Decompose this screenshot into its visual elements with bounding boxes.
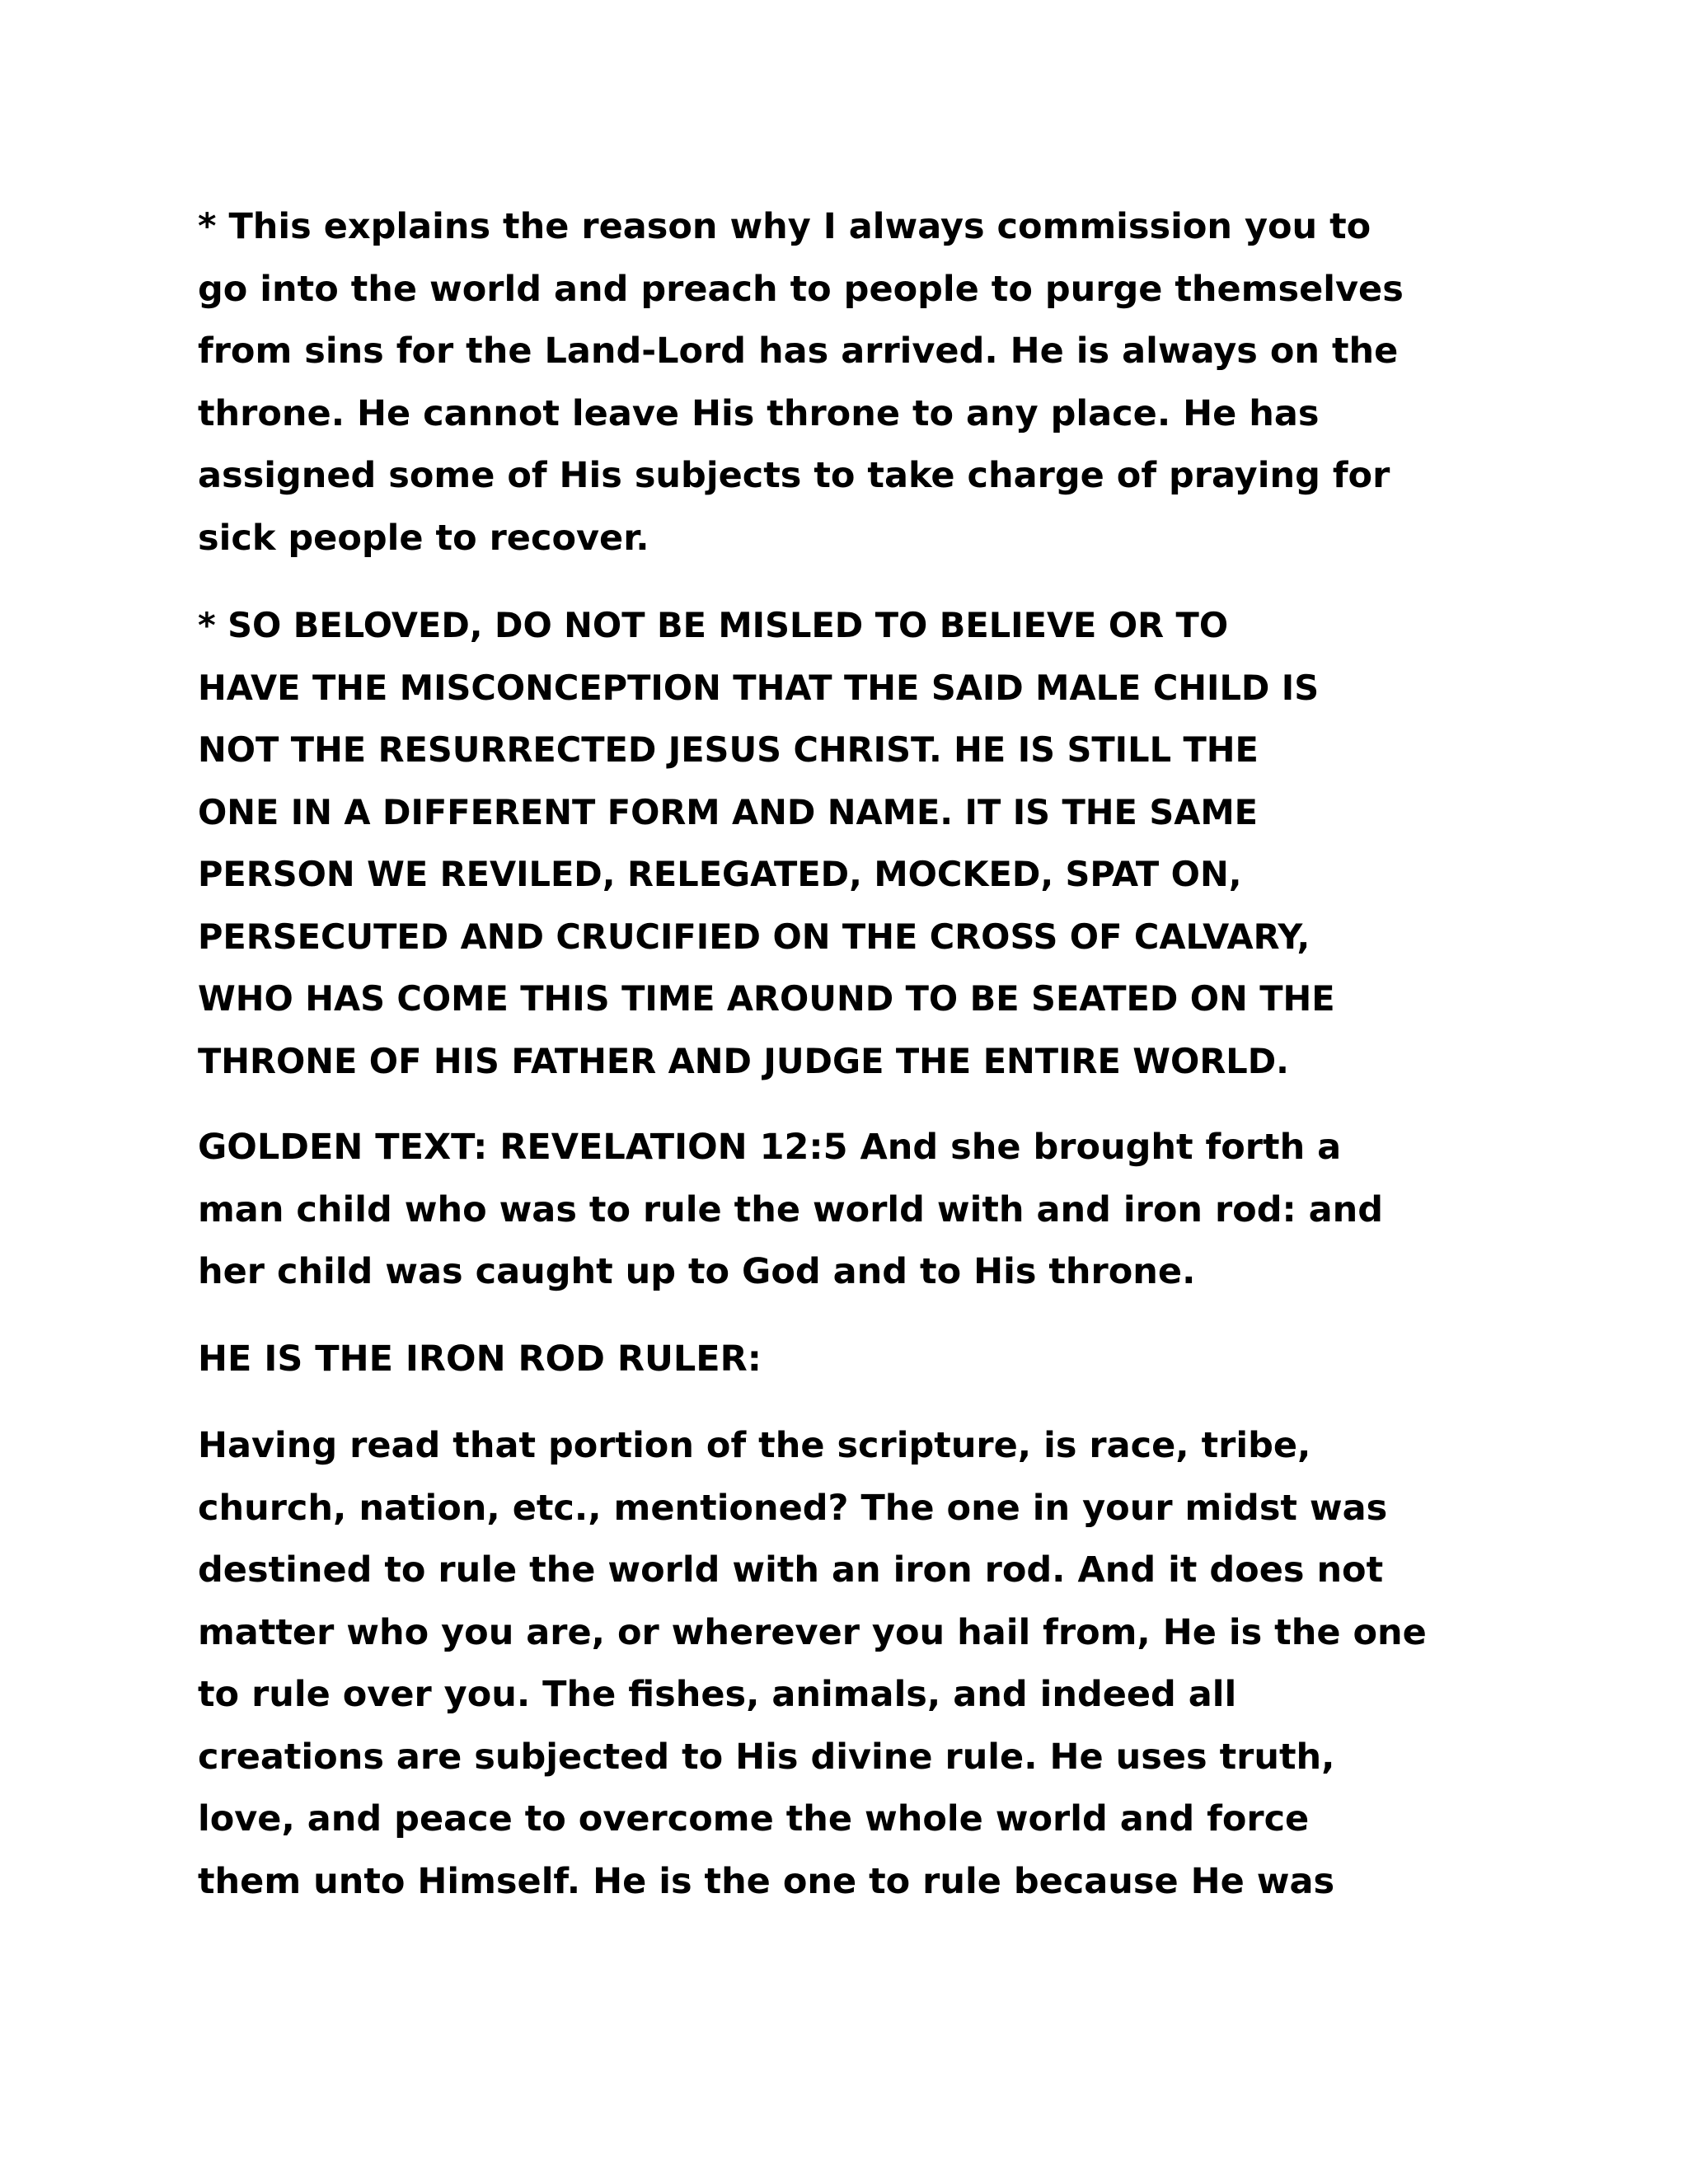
text-line: NOT THE RESURRECTED JESUS CHRIST. HE IS STILL THE: [198, 729, 1259, 770]
text-line: * This explains the reason why I always commission you to: [198, 206, 1372, 247]
text-line: to rule over you. The fishes, animals, and indeed all: [198, 1674, 1237, 1715]
text-line: go into the world and preach to people to purge themselves: [198, 268, 1404, 310]
text-line: THRONE OF HIS FATHER AND JUDGE THE ENTIRE WORLD.: [198, 1040, 1289, 1081]
text-line: Having read that portion of the scripture, is race, tribe,: [198, 1425, 1311, 1466]
text-line: HAVE THE MISCONCEPTION THAT THE SAID MALE CHILD IS: [198, 667, 1320, 708]
text-line: throne. He cannot leave His throne to any place. He has: [198, 392, 1320, 434]
text-line: GOLDEN TEXT: REVELATION 12:5 And she brought forth a: [198, 1127, 1342, 1168]
text-line: love, and peace to overcome the whole world and force: [198, 1798, 1310, 1840]
text-line: ONE IN A DIFFERENT FORM AND NAME. IT IS THE SAME: [198, 791, 1258, 832]
text-line: destined to rule the world with an iron rod. And it does not: [198, 1549, 1384, 1591]
section-heading: [198, 1329, 1500, 1391]
text-line: PERSON WE REVILED, RELEGATED, MOCKED, SPAT ON,: [198, 854, 1242, 894]
text-line: assigned some of His subjects to take charge of praying for: [198, 455, 1390, 496]
text-line: WHO HAS COME THIS TIME AROUND TO BE SEATED ON THE: [198, 978, 1335, 1019]
text-line: PERSECUTED AND CRUCIFIED ON THE CROSS OF CALVARY,: [198, 916, 1311, 957]
text-line: church, nation, etc., mentioned? The one in your midst was: [198, 1487, 1388, 1529]
text-line: from sins for the Land-Lord has arrived. He is always on the: [198, 330, 1399, 372]
text-line: matter who you are, or wherever you hail from, He is the one: [198, 1611, 1427, 1653]
text-line: sick people to recover.: [198, 517, 649, 559]
paragraph-beloved: [198, 594, 1500, 1092]
text-line: * SO BELOVED, DO NOT BE MISLED TO BELIEVE OR TO: [198, 605, 1229, 645]
text-line: her child was caught up to God and to His throne.: [198, 1251, 1196, 1292]
text-line: man child who was to rule the world with and iron rod: and: [198, 1188, 1384, 1230]
text-line: them unto Himself. He is the one to rule because He was: [198, 1860, 1335, 1902]
paragraph-iron-rod: [198, 1415, 1500, 1913]
document-body: [198, 196, 1500, 1938]
paragraph-commission: [198, 196, 1500, 569]
text-line: creations are subjected to His divine rule. He uses truth,: [198, 1736, 1335, 1778]
heading-line: HE IS THE IRON ROD RULER:: [198, 1338, 762, 1380]
paragraph-golden-text: [198, 1117, 1500, 1304]
